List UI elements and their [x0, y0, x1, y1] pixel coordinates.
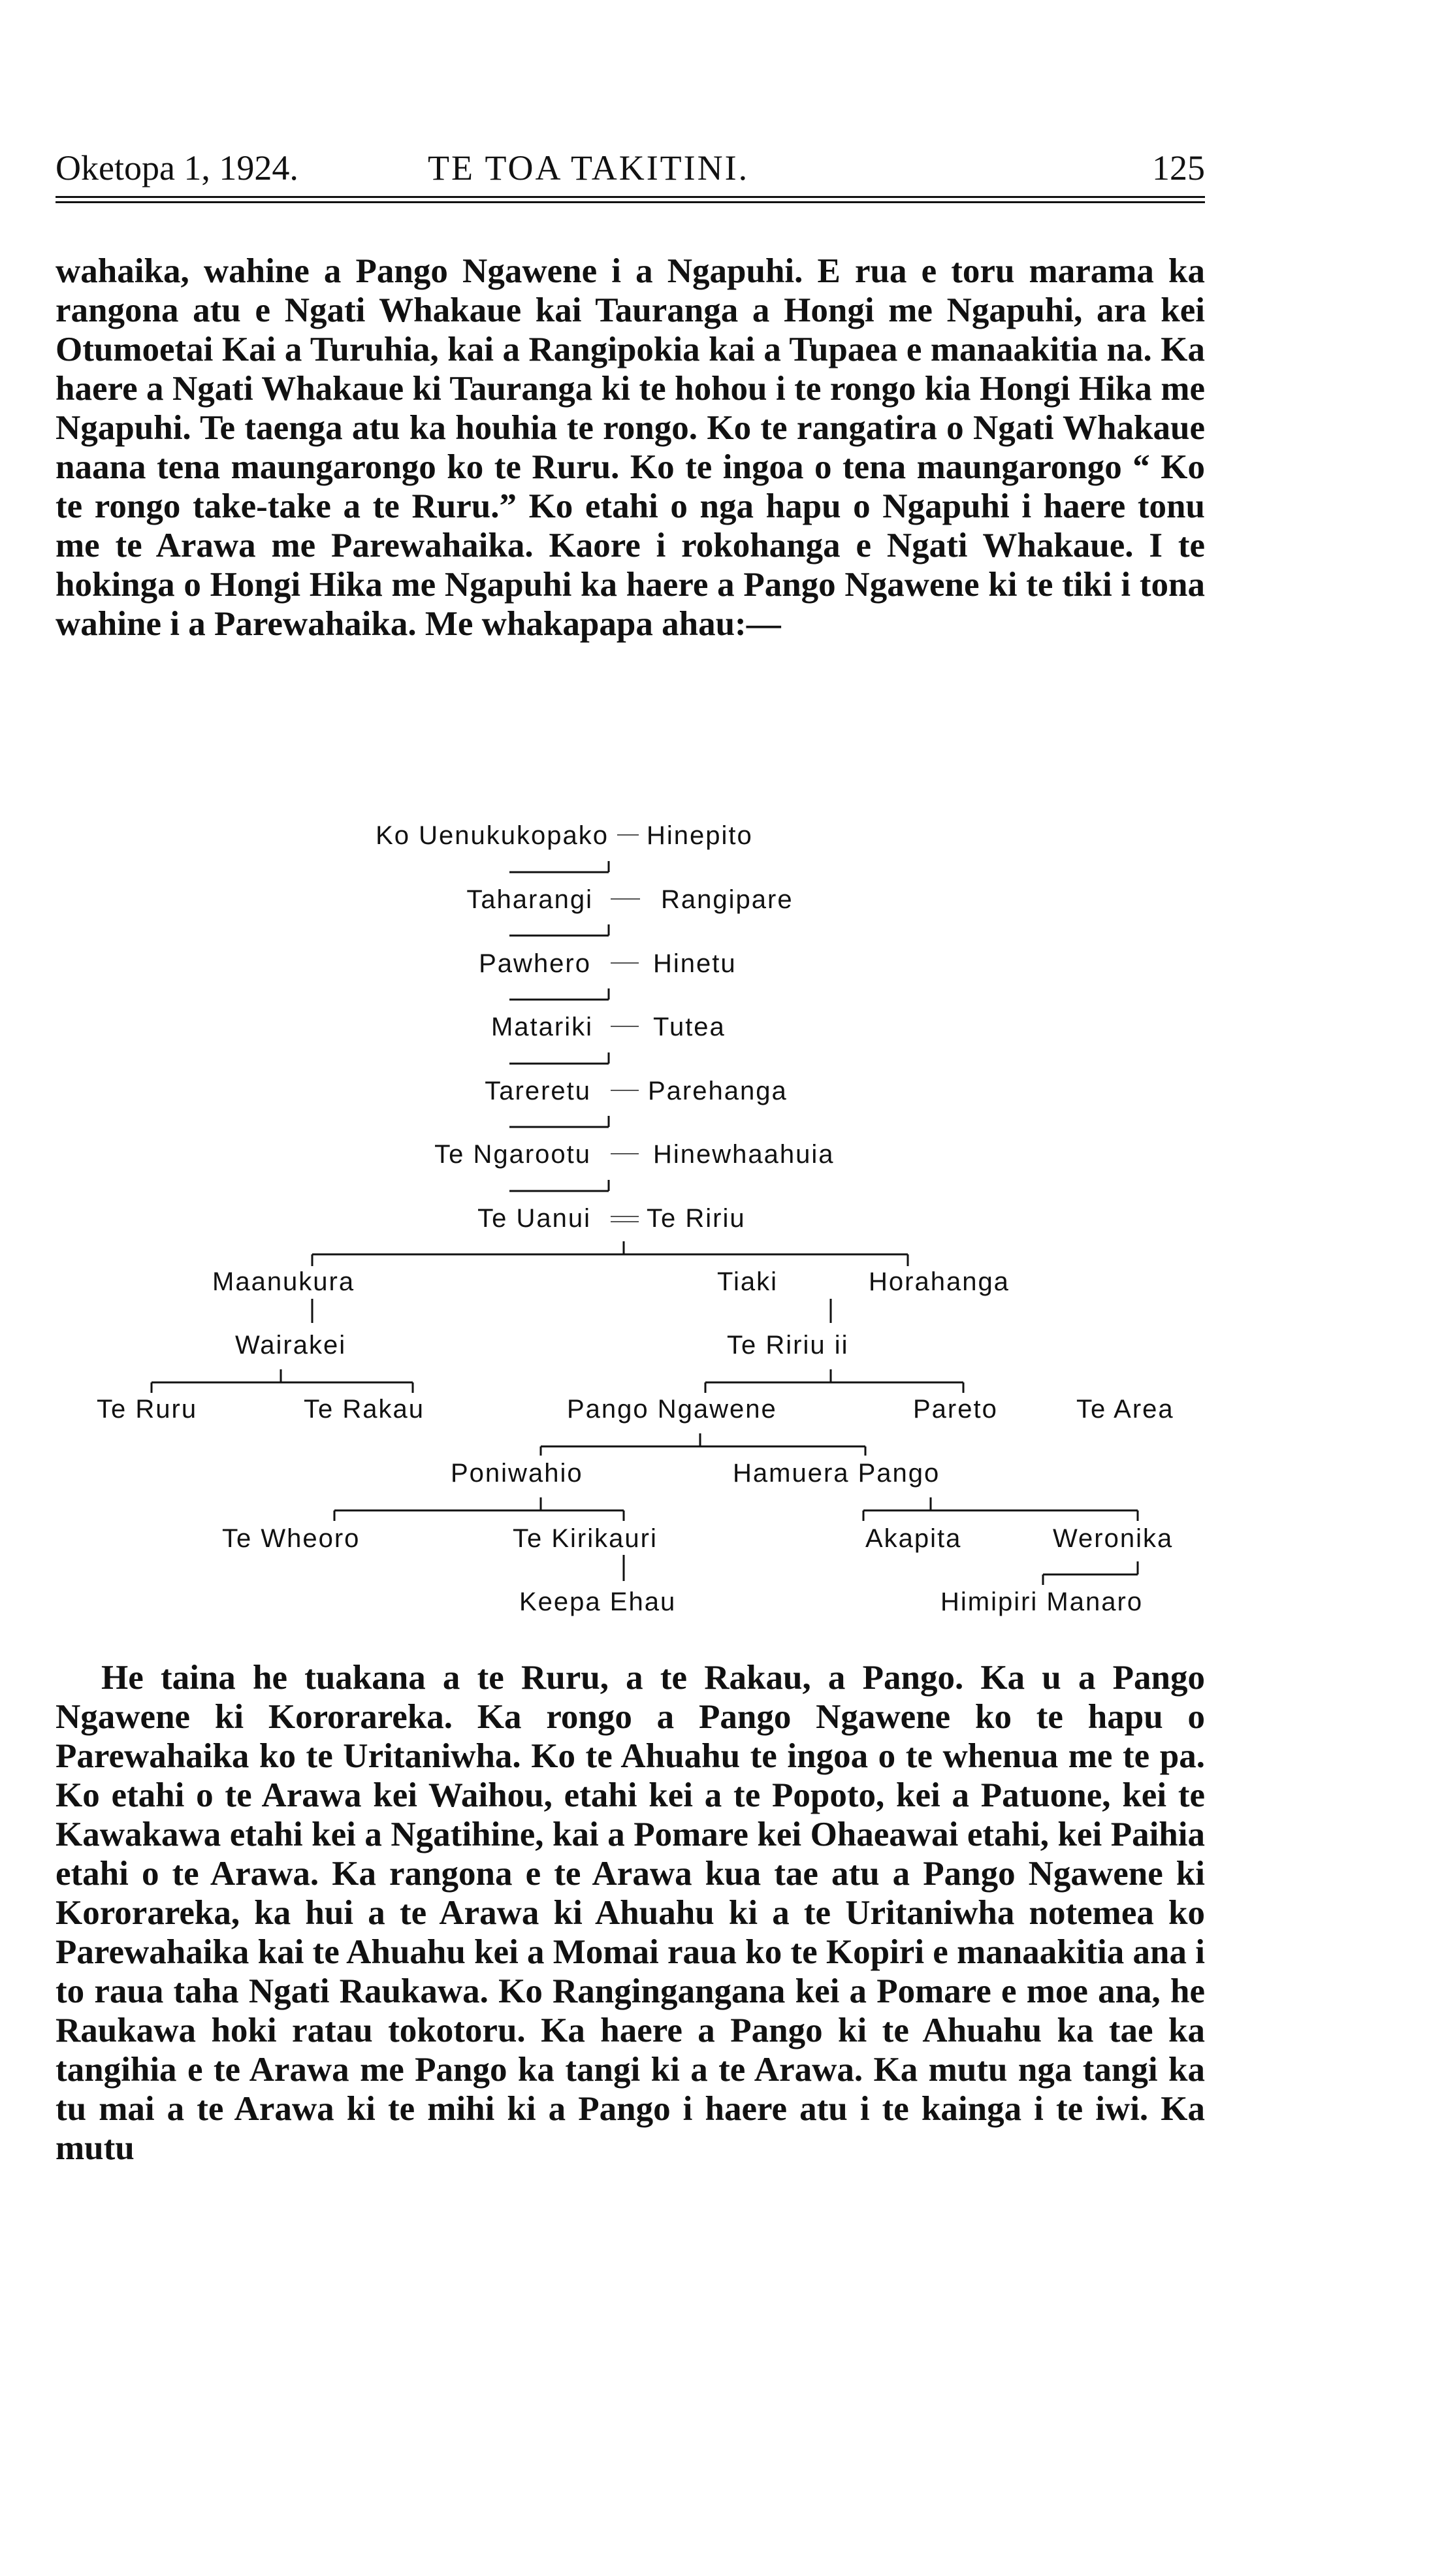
gen13-himipiri-manaro: Himipiri Manaro: [940, 1588, 1144, 1616]
gen2-right: Rangipare: [661, 885, 794, 914]
gen8-horahanga: Horahanga: [869, 1267, 1010, 1296]
gen10-te-area: Te Area: [1076, 1395, 1174, 1424]
gen4-left: Matariki: [490, 1013, 593, 1041]
gen4-right: Tutea: [653, 1013, 726, 1041]
gen12-weronika: Weronika: [1053, 1524, 1174, 1553]
gen11-poniwahio: Poniwahio: [451, 1459, 583, 1488]
gen9-te-ririu-ii: Te Ririu ii: [727, 1331, 849, 1360]
gen10-pareto: Pareto: [913, 1395, 998, 1424]
paragraph-intro: wahaika, wahine a Pango Ngawene i a Ngapuhi. E rua e toru marama ka rangona atu e Ngati Whakaue kai Tauranga a Hongi me Ngapuhi, ara kei Otumoetai Kai a Turuhia, kai a Rangipokia kai a Tupaea e manaakitia na. Ka haere a Ngati Whakaue ki Tauranga ki te hohou i te rongo kia Hongi Hika me Ngapuhi. Te taenga atu ka houhia te rongo. Ko te rangatira o Ngati Whakaue naana tena maungarongo ko te Ruru. Ko te ingoa o tena maungarongo “ Ko te rongo take-take a te Ruru.” Ko etahi o nga hapu o Ngapuhi i haere tonu me te Arawa me Parewahaika. Kaore i rokohanga e Ngati Whakaue. I te hokinga o Hongi Hika me Ngapuhi ka haere a Pango Ngawene ki te tiki i tona wahine i a Parewahaika. Me whakapapa ahau:—: [56, 252, 1205, 643]
page-number: 125: [1152, 148, 1205, 187]
paragraph-narrative: He taina he tuakana a te Ruru, a te Rakau, a Pango. Ka u a Pango Ngawene ki Kororareka. Ka rongo a Pango Ngawene ko te hapu o Parewahaika ko te Uritaniwha. Ko te Ahuahu te ingoa o te whenua me te pa. Ko etahi o te Arawa kei Waihou, etahi kei a te Popoto, kei a Patuone, kei te Kawakawa etahi kei a Ngatihine, kai a Pomare kei Ohaeawai etahi, kei Paihia etahi o te Arawa. Ka rangona e te Arawa kua tae atu a Pango Ngawene ki Kororareka, ka hui a te Arawa ki Ahuahu ki a te Uritaniwha notemea ko Parewahaika kai te Ahuahu kei a Momai raua ko te Kopiri e manaakitia ana i to raua taha Ngati Raukawa. Ko Rangingangana kei a Pomare e moe ana, he Raukawa hoki ratau tokotoru. Ka haere a Pango ki te Ahuahu ka tae ka tangihia e te Arawa me Pango ka tangi ki a te Arawa. Ka mutu nga tangi ka tu mai a te Arawa ki te mihi ki a Pango i haere atu i te kainga i te iwi. Ka mutu: [56, 1659, 1205, 2167]
gen6-right: Hinewhaahuia: [653, 1140, 835, 1169]
gen11-hamuera-pango: Hamuera Pango: [733, 1459, 940, 1488]
header-date: Oketopa 1, 1924.: [56, 148, 298, 187]
gen12-akapita: Akapita: [865, 1524, 962, 1553]
gen12-te-wheoro: Te Wheoro: [222, 1524, 361, 1553]
gen1-left: Ko Uenukukopako: [376, 821, 609, 850]
gen3-right: Hinetu: [653, 949, 737, 978]
gen10-pango-ngawene: Pango Ngawene: [567, 1395, 777, 1424]
gen9-wairakei: Wairakei: [235, 1331, 347, 1360]
gen12-te-kirikauri: Te Kirikauri: [513, 1524, 658, 1553]
gen5-right: Parehanga: [648, 1077, 788, 1105]
gen3-left: Pawhero: [479, 949, 591, 978]
gen10-te-ruru: Te Ruru: [97, 1395, 198, 1424]
gen1-right: Hinepito: [647, 821, 753, 850]
header-title: TE TOA TAKITINI.: [428, 148, 750, 187]
gen2-left: Taharangi: [466, 885, 593, 914]
gen8-tiaki: Tiaki: [717, 1267, 778, 1296]
gen5-left: Tareretu: [485, 1077, 591, 1105]
gen7-left: Te Uanui: [477, 1204, 591, 1233]
gen8-maanukura: Maanukura: [212, 1267, 355, 1296]
gen6-left: Te Ngarootu: [434, 1140, 591, 1169]
gen10-te-rakau: Te Rakau: [304, 1395, 425, 1424]
gen7-right: Te Ririu: [647, 1204, 746, 1233]
gen13-keepa-ehau: Keepa Ehau: [519, 1588, 677, 1616]
